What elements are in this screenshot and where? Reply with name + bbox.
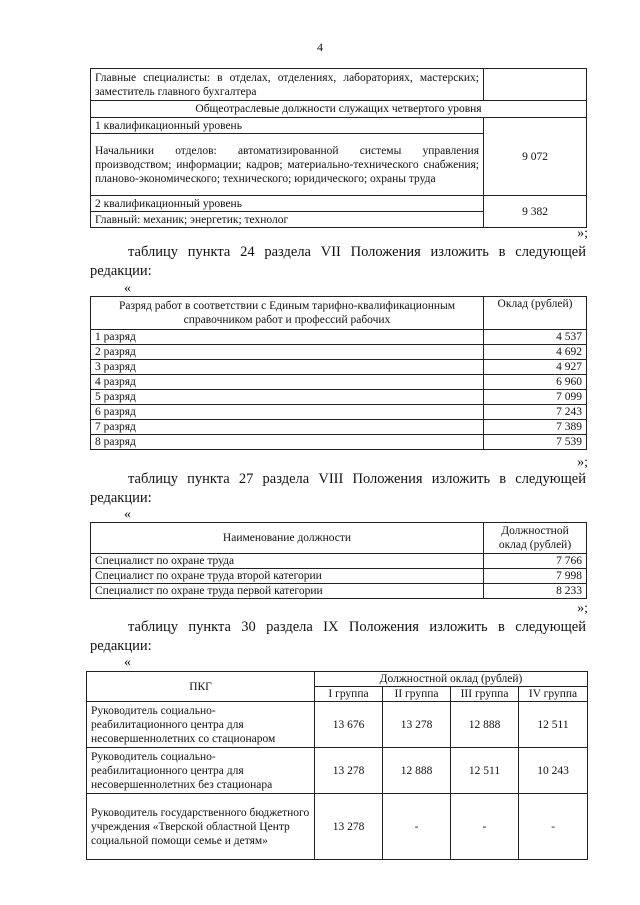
table-cell: 8 разряд: [91, 435, 484, 450]
table-cell: 2 разряд: [91, 345, 484, 360]
paragraph: [90, 470, 586, 508]
table-cell: 3 разряд: [91, 360, 484, 375]
table-cell: Главные специалисты: в отделах, отделениях, лабораториях, мастерских; заместитель главного бухгалтера: [91, 69, 484, 101]
table-cell: 7 766: [484, 554, 587, 569]
open-quote: «: [124, 281, 131, 296]
salary-value: 9 382: [484, 196, 587, 228]
pkg-table: [86, 671, 588, 860]
table-cell: 4 разряд: [91, 375, 484, 390]
table-cell: 8 233: [484, 584, 587, 599]
qualification-table: [90, 68, 587, 228]
table-cell: Руководитель социально-реабилитационного центра для несовершеннолетних без стационара: [87, 748, 315, 794]
table-cell: 4 537: [484, 330, 587, 345]
table-cell: [484, 69, 587, 101]
table-cell: 7 998: [484, 569, 587, 584]
table-cell: 13 278: [315, 794, 383, 860]
table-cell: 12 888: [451, 702, 519, 748]
table-cell: Главный: механик; энергетик; технолог: [91, 212, 484, 228]
table-cell: 7 разряд: [91, 420, 484, 435]
table-cell: Специалист по охране труда второй категории: [91, 569, 484, 584]
group-header: III группа: [451, 687, 519, 702]
table-cell: 12 888: [383, 748, 451, 794]
close-quote: »;: [577, 601, 588, 616]
paragraph: [90, 243, 586, 281]
table-cell: Руководитель государственного бюджетного учреждения «Тверской областной Центр социальной помощи семье и детям»: [87, 794, 315, 860]
group-header: IV группа: [519, 687, 588, 702]
group-header: II группа: [383, 687, 451, 702]
paragraph: [90, 618, 586, 656]
table-cell: 13 278: [315, 748, 383, 794]
table-cell: -: [451, 794, 519, 860]
table-cell: Начальники отделов: автоматизированной системы управления производством; информации; кадров; материально-технического снабжения; планово-экономического; технического; юридического; охраны труда: [91, 134, 484, 196]
column-header: Должностной оклад (рублей): [484, 523, 587, 554]
table-cell: 7 539: [484, 435, 587, 450]
table-cell: Специалист по охране труда: [91, 554, 484, 569]
table-cell: 6 960: [484, 375, 587, 390]
table-cell: 5 разряд: [91, 390, 484, 405]
section-header: Общеотраслевые должности служащих четвертого уровня: [91, 101, 587, 118]
table-cell: -: [383, 794, 451, 860]
position-table: [90, 522, 587, 599]
table-cell: 7 389: [484, 420, 587, 435]
table-cell: Руководитель социально-реабилитационного центра для несовершеннолетних со стационаром: [87, 702, 315, 748]
column-header: Оклад (рублей): [484, 297, 587, 330]
table-cell: 4 927: [484, 360, 587, 375]
table-cell: 12 511: [519, 702, 588, 748]
table-cell: 4 692: [484, 345, 587, 360]
table-cell: 1 разряд: [91, 330, 484, 345]
column-header: Должностной оклад (рублей): [315, 672, 588, 687]
paragraph-text: таблицу пункта 30 раздела IX Положения изложить в следующей редакции:: [90, 619, 586, 654]
grade-table: [90, 296, 587, 450]
paragraph-text: таблицу пункта 27 раздела VIII Положения изложить в следующей редакции:: [90, 471, 586, 506]
table-cell: Специалист по охране труда первой категории: [91, 584, 484, 599]
page-number: 4: [317, 40, 323, 54]
table-cell: 7 243: [484, 405, 587, 420]
table-cell: 1 квалификационный уровень: [91, 118, 484, 134]
table-cell: 13 278: [383, 702, 451, 748]
table-cell: 13 676: [315, 702, 383, 748]
open-quote: «: [124, 655, 131, 670]
open-quote: «: [124, 507, 131, 522]
table-cell: 7 099: [484, 390, 587, 405]
salary-value: 9 072: [484, 118, 587, 196]
table-cell: 12 511: [451, 748, 519, 794]
group-header: I группа: [315, 687, 383, 702]
column-header: Наименование должности: [91, 523, 484, 554]
table-cell: 6 разряд: [91, 405, 484, 420]
table-cell: 10 243: [519, 748, 588, 794]
paragraph-text: таблицу пункта 24 раздела VII Положения изложить в следующей редакции:: [90, 244, 586, 279]
column-header: ПКГ: [87, 672, 315, 702]
table-cell: 2 квалификационный уровень: [91, 196, 484, 212]
close-quote: »;: [577, 226, 588, 241]
table-cell: -: [519, 794, 588, 860]
column-header: Разряд работ в соответствии с Единым тарифно-квалификационным справочником работ и профессий рабочих: [91, 297, 484, 330]
close-quote: »;: [577, 455, 588, 470]
